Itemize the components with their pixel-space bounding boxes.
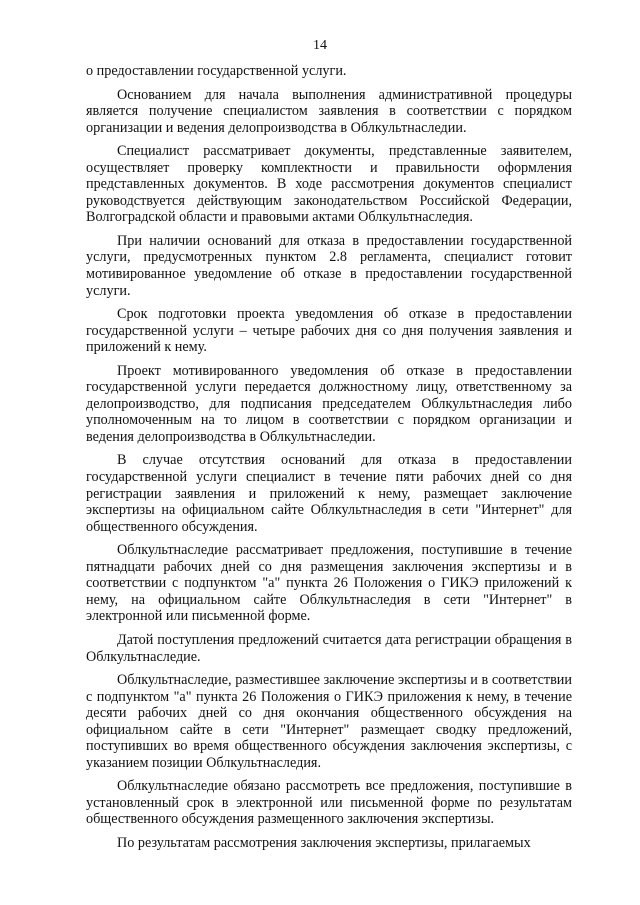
- paragraph: В случае отсутствия оснований для отказа в предоставлении государственной услуги специалист в течение пяти рабочих дней со дня регистрации заявления и приложений к нему, размещает заключение экспертизы на официальном сайте Облкультнаследия в сети "Интернет" для общественного обсуждения.: [86, 452, 572, 535]
- paragraph-continuation: о предоставлении государственной услуги.: [86, 63, 347, 79]
- paragraph: По результатам рассмотрения заключения экспертизы, прилагаемых: [117, 834, 531, 851]
- document-body: [86, 63, 572, 859]
- paragraph: Датой поступления предложений считается дата регистрации обращения в Облкультнаследие.: [86, 631, 572, 665]
- paragraph: Проект мотивированного уведомления об отказе в предоставлении государственной услуги передается должностному лицу, ответственному за делопроизводство, для подписания председателем Облкультнаследия либо уполномоченным на то лицом в соответствии с порядком организации и ведения делопроизводства в Облкультнаследии.: [86, 362, 572, 445]
- paragraph: Основанием для начала выполнения административной процедуры является получение специалистом заявления в соответствии с порядком организации и ведения делопроизводства в Облкультнаследии.: [86, 86, 572, 136]
- paragraph: Облкультнаследие, разместившее заключение экспертизы и в соответствии с подпунктом "а" пункта 26 Положения о ГИКЭ приложения к нему, в течение десяти рабочих дней со дня окончания общественного обсуждения на официальном сайте в сети "Интернет" размещает сводку предложений, поступивших во время общественного обсуждения заключения экспертизы, с указанием позиции Облкультнаследия.: [86, 672, 572, 771]
- paragraph: Облкультнаследие рассматривает предложения, поступившие в течение пятнадцати рабочих дней со дня размещения заключения экспертизы и в соответствии с подпунктом "а" пункта 26 Положения о ГИКЭ приложений к нему, на официальном сайте Облкультнаследия в сети "Интернет" в электронной или письменной форме.: [86, 542, 572, 625]
- paragraph: При наличии оснований для отказа в предоставлении государственной услуги, предусмотренных пунктом 2.8 регламента, специалист готовит мотивированное уведомление об отказе в предоставлении государственной услуги.: [86, 232, 572, 299]
- page-number: 14: [313, 38, 327, 53]
- paragraph: Специалист рассматривает документы, представленные заявителем, осуществляет проверку комплектности и правильности оформления представленных документов. В ходе рассмотрения документов специалист руководствуется действующим законодательством Российской Федерации, Волгоградской области и правовыми актами Облкультнаследия.: [86, 143, 572, 226]
- paragraph: Облкультнаследие обязано рассмотреть все предложения, поступившие в установленный срок в электронной или письменной форме по результатам общественного обсуждения размещенного заключения экспертизы.: [86, 778, 572, 828]
- paragraph: Срок подготовки проекта уведомления об отказе в предоставлении государственной услуги – четыре рабочих дня со дня получения заявления и приложений к нему.: [86, 306, 572, 356]
